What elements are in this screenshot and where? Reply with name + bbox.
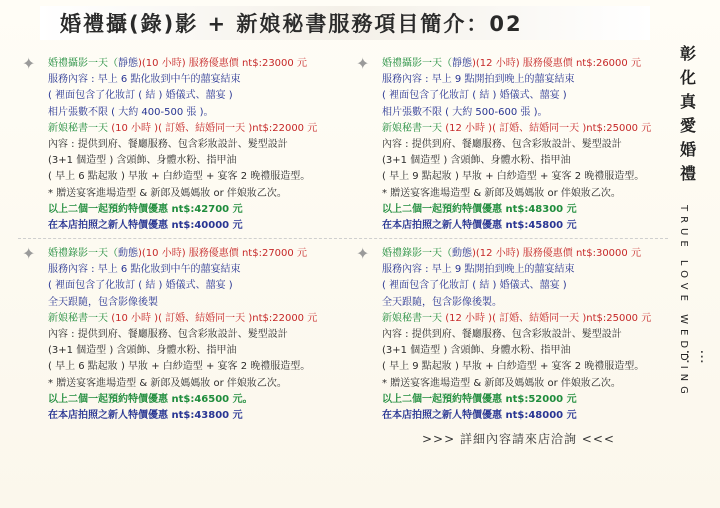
in-store-price: 在本店拍照之新人特價優惠 nt$:40000 元: [48, 219, 243, 231]
brand-name-english: TRUE LOVE WEDDING: [678, 205, 689, 399]
bridal-content: 內容 : 提供到府、餐廳服務、包含彩妝設計、髮型設計: [382, 138, 622, 150]
package-hours: )(10 小時): [138, 58, 186, 69]
bridal-headline: [48, 121, 317, 137]
bridal-price: ( 訂婚、結婚同一天 )nt$:25000 元: [492, 312, 652, 324]
service-note: 相片張數不限 ( 大約 400-500 張 )。: [48, 106, 214, 118]
bridal-looks: (3+1 個造型 ) 含頭飾、身體水粉、指甲油: [48, 155, 237, 167]
sparkle-icon: ✦: [356, 244, 370, 263]
footer-note: >>> 詳細內容請來店洽詢 <<<: [422, 432, 615, 446]
package-card-video-12h: [382, 246, 651, 424]
package-hours: )(12 小時): [472, 248, 520, 259]
bridal-label: 新娘秘書一天: [382, 312, 446, 324]
package-hours: )(12 小時): [472, 58, 520, 69]
combo-price: 以上二個一起預約特價優惠 nt$:52000 元: [382, 393, 577, 405]
service-scope: ( 裡面包含了化妝訂 ( 結 ) 婚儀式、囍宴 ): [382, 90, 567, 102]
combo-price: 以上二個一起預約特價優惠 nt$:42700 元: [48, 203, 243, 215]
in-store-price: 在本店拍照之新人特價優惠 nt$:43800 元: [48, 409, 243, 421]
bridal-label: 新娘秘書一天: [48, 122, 112, 134]
service-scope: ( 裡面包含了化妝訂 ( 結 ) 婚儀式、囍宴 ): [382, 280, 567, 292]
package-type: 婚禮錄影一天（: [48, 248, 118, 259]
bridal-hours: (12 小時 ): [445, 312, 493, 324]
bridal-hours: (12 小時 ): [445, 122, 493, 134]
package-card-photo-12h: [382, 56, 651, 234]
bridal-content: 內容 : 提供到府、餐廳服務、包含彩妝設計、髮型設計: [48, 328, 288, 340]
bridal-hours: (10 小時 ): [111, 122, 159, 134]
service-content: 服務內容 : 早上 6 點化妝到中午的囍宴結束: [48, 264, 241, 276]
service-note: 相片張數不限 ( 大約 500-600 張 )。: [382, 106, 548, 118]
package-headline: [382, 246, 651, 262]
package-card-video-10h: [48, 246, 317, 424]
sparkle-icon: ✦: [22, 244, 36, 263]
bridal-schedule: ( 早上 9 點起妝 ) 早妝 + 白紗造型 + 宴客 2 晚禮服造型。: [382, 171, 645, 183]
service-content: 服務內容 : 早上 6 點化妝到中午的囍宴結束: [48, 74, 241, 86]
brand-dots: ⋮⋮: [681, 349, 709, 365]
service-note: 全天跟隨，包含影像後製: [48, 296, 158, 308]
bridal-bonus: * 贈送宴客進場造型 & 新郎及媽媽妝 or 伴娘妝乙次。: [48, 377, 287, 389]
bridal-price: ( 訂婚、結婚同一天 )nt$:22000 元: [158, 122, 318, 134]
service-content: 服務內容 : 早上 9 點開拍到晚上的囍宴結束: [382, 264, 575, 276]
package-headline: [382, 56, 651, 72]
package-style: 靜態: [118, 58, 138, 69]
bridal-content: 內容 : 提供到府、餐廳服務、包含彩妝設計、髮型設計: [382, 328, 622, 340]
bridal-schedule: ( 早上 6 點起妝 ) 早妝 + 白紗造型 + 宴客 2 晚禮服造型。: [48, 361, 311, 373]
sparkle-icon: ✦: [356, 54, 370, 73]
bridal-headline: [48, 311, 317, 327]
package-style: 動態: [452, 248, 472, 259]
package-style: 靜態: [452, 58, 472, 69]
bridal-schedule: ( 早上 6 點起妝 ) 早妝 + 白紗造型 + 宴客 2 晚禮服造型。: [48, 171, 311, 183]
bridal-price: ( 訂婚、結婚同一天 )nt$:25000 元: [492, 122, 652, 134]
service-content: 服務內容 : 早上 9 點開拍到晚上的囍宴結束: [382, 74, 575, 86]
bridal-label: 新娘秘書一天: [48, 312, 112, 324]
service-note: 全天跟隨，包含影像後製。: [382, 296, 502, 308]
package-type: 婚禮攝影一天（: [382, 58, 452, 69]
bridal-looks: (3+1 個造型 ) 含頭飾、身體水粉、指甲油: [382, 345, 571, 357]
combo-price: 以上二個一起預約特價優惠 nt$:48300 元: [382, 203, 577, 215]
bridal-label: 新娘秘書一天: [382, 122, 446, 134]
package-price: 服務優惠價 nt$:27000 元: [185, 248, 307, 259]
package-card-photo-10h: [48, 56, 317, 234]
bridal-content: 內容 : 提供到府、餐廳服務、包含彩妝設計、髮型設計: [48, 138, 288, 150]
bridal-headline: [382, 121, 651, 137]
service-scope: ( 裡面包含了化妝訂 ( 結 ) 婚儀式、囍宴 ): [48, 90, 233, 102]
combo-price: 以上二個一起預約特價優惠 nt$:46500 元。: [48, 393, 253, 405]
bridal-headline: [382, 311, 651, 327]
service-scope: ( 裡面包含了化妝訂 ( 結 ) 婚儀式、囍宴 ): [48, 280, 233, 292]
bridal-looks: (3+1 個造型 ) 含頭飾、身體水粉、指甲油: [382, 155, 571, 167]
bridal-hours: (10 小時 ): [111, 312, 159, 324]
bridal-schedule: ( 早上 9 點起妝 ) 早妝 + 白紗造型 + 宴客 2 晚禮服造型。: [382, 361, 645, 373]
in-store-price: 在本店拍照之新人特價優惠 nt$:45800 元: [382, 219, 577, 231]
package-price: 服務優惠價 nt$:30000 元: [519, 248, 641, 259]
package-price: 服務優惠價 nt$:26000 元: [519, 58, 641, 69]
package-type: 婚禮錄影一天（: [382, 248, 452, 259]
package-hours: )(10 小時): [138, 248, 186, 259]
sparkle-icon: ✦: [22, 54, 36, 73]
package-style: 動態: [118, 248, 138, 259]
package-headline: [48, 246, 317, 262]
bridal-bonus: * 贈送宴客進場造型 & 新郎及媽媽妝 or 伴娘妝乙次。: [48, 187, 287, 199]
in-store-price: 在本店拍照之新人特價優惠 nt$:48000 元: [382, 409, 577, 421]
page-title: 婚禮攝(錄)影 + 新娘秘書服務項目簡介：02: [60, 12, 523, 36]
bridal-bonus: * 贈送宴客進場造型 & 新郎及媽媽妝 or 伴娘妝乙次。: [382, 377, 621, 389]
brand-name-vertical: 彰化真愛婚禮: [679, 44, 696, 183]
bridal-price: ( 訂婚、結婚同一天 )nt$:22000 元: [158, 312, 318, 324]
bridal-bonus: * 贈送宴客進場造型 & 新郎及媽媽妝 or 伴娘妝乙次。: [382, 187, 621, 199]
section-divider: [18, 238, 668, 239]
bridal-looks: (3+1 個造型 ) 含頭飾、身體水粉、指甲油: [48, 345, 237, 357]
package-price: 服務優惠價 nt$:23000 元: [185, 58, 307, 69]
package-type: 婚禮攝影一天（: [48, 58, 118, 69]
package-headline: [48, 56, 317, 72]
